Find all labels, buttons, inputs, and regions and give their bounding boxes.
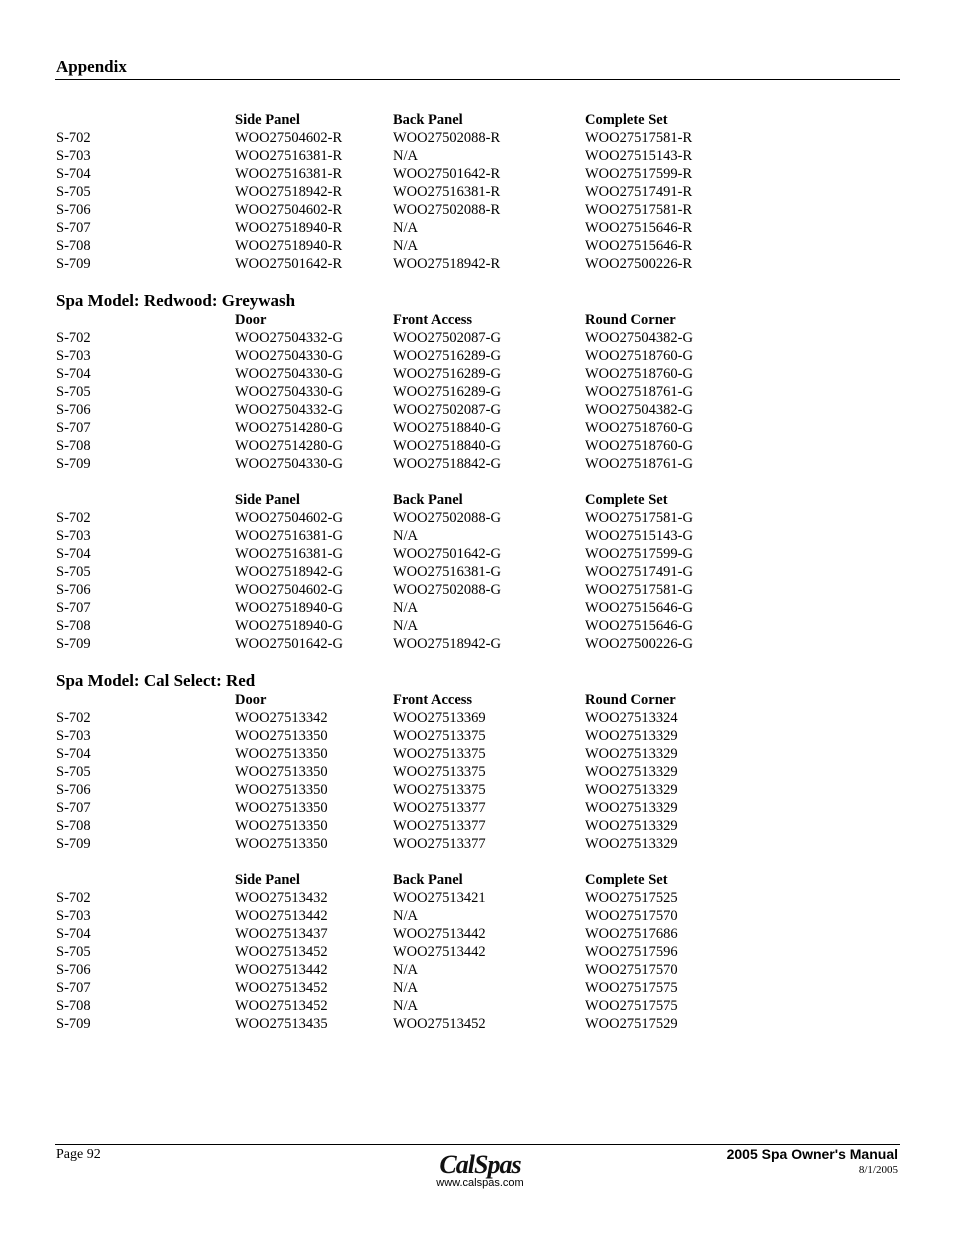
- table-header-row: [56, 111, 756, 129]
- part-number-cell: WOO27513452: [393, 1016, 486, 1032]
- model-cell: S-705: [56, 184, 91, 200]
- part-number-cell: N/A: [393, 600, 418, 616]
- model-cell: S-708: [56, 818, 91, 834]
- column-header: Back Panel: [393, 492, 463, 508]
- section-redwood-greywash: [56, 291, 756, 653]
- table-row: [56, 365, 756, 383]
- part-number-cell: WOO27516289-G: [393, 366, 501, 382]
- part-number-cell: WOO27518940-R: [235, 220, 343, 236]
- part-number-cell: WOO27504602-R: [235, 202, 343, 218]
- part-number-cell: WOO27518761-G: [585, 384, 693, 400]
- model-cell: S-705: [56, 764, 91, 780]
- part-number-cell: WOO27517529: [585, 1016, 678, 1032]
- table-header-row: [56, 491, 756, 509]
- model-cell: S-706: [56, 402, 91, 418]
- model-cell: S-708: [56, 998, 91, 1014]
- table-header-row: [56, 311, 756, 329]
- table-row: [56, 799, 756, 817]
- part-number-cell: WOO27502088-R: [393, 130, 501, 146]
- table-row: [56, 599, 756, 617]
- part-number-cell: WOO27513329: [585, 818, 678, 834]
- part-number-cell: WOO27513375: [393, 728, 486, 744]
- part-number-cell: WOO27513329: [585, 782, 678, 798]
- part-number-cell: WOO27513350: [235, 746, 328, 762]
- part-number-cell: WOO27513421: [393, 890, 486, 906]
- parts-table: [56, 111, 756, 273]
- part-number-cell: WOO27517491-G: [585, 564, 693, 580]
- table-row: [56, 745, 756, 763]
- part-number-cell: WOO27502088-R: [393, 202, 501, 218]
- column-header: Round Corner: [585, 692, 676, 708]
- table-row: [56, 509, 756, 527]
- model-cell: S-708: [56, 238, 91, 254]
- column-header: Back Panel: [393, 112, 463, 128]
- part-number-cell: WOO27500226-G: [585, 636, 693, 652]
- calspas-logo: [425, 1149, 535, 1191]
- table-row: [56, 545, 756, 563]
- part-number-cell: WOO27513437: [235, 926, 328, 942]
- table-row: [56, 237, 756, 255]
- table-row: [56, 835, 756, 853]
- column-header: Door: [235, 692, 267, 708]
- part-number-cell: WOO27515646-R: [585, 238, 693, 254]
- part-number-cell: WOO27504382-G: [585, 402, 693, 418]
- page-header-title: Appendix: [56, 57, 127, 76]
- table-spacer: [56, 853, 756, 871]
- part-number-cell: WOO27504330-G: [235, 366, 343, 382]
- part-number-cell: WOO27513452: [235, 980, 328, 996]
- table-row: [56, 581, 756, 599]
- part-number-cell: WOO27513329: [585, 764, 678, 780]
- manual-title: 2005 Spa Owner's Manual: [726, 1146, 898, 1162]
- part-number-cell: N/A: [393, 618, 418, 634]
- part-number-cell: WOO27517570: [585, 962, 678, 978]
- part-number-cell: WOO27518840-G: [393, 420, 501, 436]
- model-cell: S-708: [56, 438, 91, 454]
- part-number-cell: WOO27517686: [585, 926, 678, 942]
- part-number-cell: WOO27517581-R: [585, 130, 693, 146]
- part-number-cell: WOO27504330-G: [235, 384, 343, 400]
- section-title: Spa Model: Cal Select: Red: [56, 671, 256, 690]
- part-number-cell: WOO27504330-G: [235, 456, 343, 472]
- part-number-cell: WOO27516381-R: [235, 166, 343, 182]
- part-number-cell: WOO27513442: [235, 908, 328, 924]
- table-row: [56, 907, 756, 925]
- table-row: [56, 961, 756, 979]
- model-cell: S-705: [56, 944, 91, 960]
- table-row: [56, 925, 756, 943]
- header-divider: [55, 79, 900, 80]
- part-number-cell: WOO27516289-G: [393, 384, 501, 400]
- part-number-cell: WOO27517581-R: [585, 202, 693, 218]
- part-number-cell: WOO27513375: [393, 782, 486, 798]
- table-row: [56, 347, 756, 365]
- part-number-cell: WOO27517581-G: [585, 582, 693, 598]
- part-number-cell: N/A: [393, 908, 418, 924]
- table-row: [56, 527, 756, 545]
- part-number-cell: WOO27501642-G: [393, 546, 501, 562]
- website-url: www.calspas.com: [436, 1177, 524, 1189]
- model-cell: S-709: [56, 456, 91, 472]
- part-number-cell: WOO27500226-R: [585, 256, 693, 272]
- column-header: Side Panel: [235, 872, 300, 888]
- part-number-cell: WOO27513442: [235, 962, 328, 978]
- table-row: [56, 943, 756, 961]
- part-number-cell: WOO27517491-R: [585, 184, 693, 200]
- part-number-cell: WOO27513329: [585, 728, 678, 744]
- column-header: Complete Set: [585, 112, 668, 128]
- part-number-cell: WOO27513377: [393, 818, 486, 834]
- model-cell: S-703: [56, 908, 91, 924]
- part-number-cell: WOO27501642-R: [235, 256, 343, 272]
- part-number-cell: WOO27504602-G: [235, 510, 343, 526]
- table-row: [56, 329, 756, 347]
- part-number-cell: WOO27516381-G: [393, 564, 501, 580]
- model-cell: S-703: [56, 348, 91, 364]
- part-number-cell: WOO27515646-R: [585, 220, 693, 236]
- model-cell: S-704: [56, 546, 91, 562]
- column-header: Front Access: [393, 312, 473, 328]
- part-number-cell: WOO27517575: [585, 980, 678, 996]
- model-cell: S-703: [56, 528, 91, 544]
- part-number-cell: WOO27501642-R: [393, 166, 501, 182]
- part-number-cell: WOO27502087-G: [393, 402, 501, 418]
- part-number-cell: WOO27516381-G: [235, 528, 343, 544]
- part-number-cell: WOO27513350: [235, 728, 328, 744]
- column-header: Round Corner: [585, 312, 676, 328]
- model-cell: S-703: [56, 148, 91, 164]
- column-header: Back Panel: [393, 872, 463, 888]
- model-cell: S-704: [56, 746, 91, 762]
- table-row: [56, 147, 756, 165]
- table-row: [56, 183, 756, 201]
- section-cal-select-red: [56, 671, 756, 1033]
- table-row: [56, 419, 756, 437]
- part-number-cell: WOO27516381-R: [393, 184, 501, 200]
- part-number-cell: WOO27518760-G: [585, 420, 693, 436]
- part-number-cell: WOO27513350: [235, 782, 328, 798]
- part-number-cell: WOO27515646-G: [585, 600, 693, 616]
- model-cell: S-707: [56, 600, 91, 616]
- table-row: [56, 563, 756, 581]
- column-header: Complete Set: [585, 492, 668, 508]
- part-number-cell: WOO27513377: [393, 800, 486, 816]
- model-cell: S-707: [56, 420, 91, 436]
- section-title: Spa Model: Redwood: Greywash: [56, 291, 296, 310]
- model-cell: S-706: [56, 202, 91, 218]
- model-cell: S-705: [56, 384, 91, 400]
- model-cell: S-704: [56, 926, 91, 942]
- part-number-cell: WOO27518760-G: [585, 438, 693, 454]
- part-number-cell: WOO27513442: [393, 926, 486, 942]
- part-number-cell: WOO27518942-R: [393, 256, 501, 272]
- part-number-cell: WOO27504382-G: [585, 330, 693, 346]
- part-number-cell: N/A: [393, 980, 418, 996]
- part-number-cell: WOO27513350: [235, 764, 328, 780]
- logo-wordmark: CalSpas: [439, 1150, 521, 1179]
- part-number-cell: WOO27513375: [393, 764, 486, 780]
- part-number-cell: N/A: [393, 238, 418, 254]
- part-number-cell: WOO27504602-R: [235, 130, 343, 146]
- model-cell: S-706: [56, 782, 91, 798]
- model-cell: S-704: [56, 366, 91, 382]
- footer-divider: [55, 1144, 900, 1145]
- part-number-cell: WOO27513452: [235, 944, 328, 960]
- parts-table: [56, 691, 756, 853]
- part-number-cell: WOO27518760-G: [585, 348, 693, 364]
- column-header: Side Panel: [235, 492, 300, 508]
- manual-date: 8/1/2005: [858, 1164, 898, 1176]
- part-number-cell: WOO27513435: [235, 1016, 328, 1032]
- part-number-cell: WOO27502088-G: [393, 510, 501, 526]
- model-cell: S-702: [56, 510, 91, 526]
- part-number-cell: WOO27518840-G: [393, 438, 501, 454]
- calspas-logo-icon: [425, 1149, 535, 1179]
- part-number-cell: WOO27518760-G: [585, 366, 693, 382]
- part-number-cell: WOO27515143-R: [585, 148, 693, 164]
- column-header: Door: [235, 312, 267, 328]
- part-number-cell: WOO27517599-R: [585, 166, 693, 182]
- part-number-cell: WOO27502087-G: [393, 330, 501, 346]
- model-cell: S-702: [56, 330, 91, 346]
- model-cell: S-702: [56, 710, 91, 726]
- model-cell: S-702: [56, 890, 91, 906]
- part-number-cell: WOO27513350: [235, 818, 328, 834]
- part-number-cell: WOO27518940-G: [235, 600, 343, 616]
- part-number-cell: WOO27513350: [235, 800, 328, 816]
- part-number-cell: WOO27517570: [585, 908, 678, 924]
- column-header: Front Access: [393, 692, 473, 708]
- part-number-cell: WOO27518942-G: [393, 636, 501, 652]
- table-row: [56, 635, 756, 653]
- part-number-cell: WOO27518842-G: [393, 456, 501, 472]
- part-number-cell: N/A: [393, 148, 418, 164]
- parts-table: [56, 491, 756, 653]
- part-number-cell: WOO27513329: [585, 800, 678, 816]
- part-number-cell: WOO27518761-G: [585, 456, 693, 472]
- part-number-cell: WOO27501642-G: [235, 636, 343, 652]
- part-number-cell: WOO27502088-G: [393, 582, 501, 598]
- parts-table: [56, 311, 756, 473]
- part-number-cell: WOO27517525: [585, 890, 678, 906]
- model-cell: S-705: [56, 564, 91, 580]
- part-number-cell: WOO27513329: [585, 746, 678, 762]
- part-number-cell: WOO27515143-G: [585, 528, 693, 544]
- part-number-cell: WOO27513452: [235, 998, 328, 1014]
- table-row: [56, 219, 756, 237]
- part-number-cell: WOO27513350: [235, 836, 328, 852]
- part-number-cell: WOO27518940-R: [235, 238, 343, 254]
- part-number-cell: WOO27516381-G: [235, 546, 343, 562]
- part-number-cell: WOO27504602-G: [235, 582, 343, 598]
- part-number-cell: WOO27513329: [585, 836, 678, 852]
- part-number-cell: WOO27504330-G: [235, 348, 343, 364]
- table-row: [56, 455, 756, 473]
- section-redwood-red-continued: [56, 111, 756, 273]
- table-row: [56, 781, 756, 799]
- model-cell: S-709: [56, 636, 91, 652]
- column-header: Complete Set: [585, 872, 668, 888]
- part-number-cell: WOO27518940-G: [235, 618, 343, 634]
- table-row: [56, 383, 756, 401]
- part-number-cell: WOO27514280-G: [235, 438, 343, 454]
- part-number-cell: WOO27517596: [585, 944, 678, 960]
- table-row: [56, 709, 756, 727]
- model-cell: S-707: [56, 980, 91, 996]
- table-header-row: [56, 871, 756, 889]
- model-cell: S-707: [56, 800, 91, 816]
- part-number-cell: N/A: [393, 528, 418, 544]
- model-cell: S-704: [56, 166, 91, 182]
- model-cell: S-709: [56, 1016, 91, 1032]
- part-number-cell: WOO27513432: [235, 890, 328, 906]
- part-number-cell: N/A: [393, 220, 418, 236]
- part-number-cell: WOO27513342: [235, 710, 328, 726]
- part-number-cell: WOO27517575: [585, 998, 678, 1014]
- part-number-cell: N/A: [393, 998, 418, 1014]
- part-number-cell: WOO27513369: [393, 710, 486, 726]
- part-number-cell: WOO27516381-R: [235, 148, 343, 164]
- table-row: [56, 165, 756, 183]
- table-row: [56, 437, 756, 455]
- model-cell: S-707: [56, 220, 91, 236]
- table-row: [56, 401, 756, 419]
- part-number-cell: WOO27504332-G: [235, 330, 343, 346]
- model-cell: S-706: [56, 962, 91, 978]
- table-row: [56, 129, 756, 147]
- page-number: Page 92: [56, 1147, 101, 1162]
- model-cell: S-703: [56, 728, 91, 744]
- model-cell: S-709: [56, 256, 91, 272]
- model-cell: S-709: [56, 836, 91, 852]
- part-number-cell: WOO27513377: [393, 836, 486, 852]
- table-row: [56, 727, 756, 745]
- part-number-cell: N/A: [393, 962, 418, 978]
- part-number-cell: WOO27513324: [585, 710, 678, 726]
- part-number-cell: WOO27504332-G: [235, 402, 343, 418]
- table-header-row: [56, 691, 756, 709]
- parts-table: [56, 871, 756, 1033]
- table-row: [56, 201, 756, 219]
- table-row: [56, 817, 756, 835]
- part-number-cell: WOO27515646-G: [585, 618, 693, 634]
- part-number-cell: WOO27518942-G: [235, 564, 343, 580]
- part-number-cell: WOO27517599-G: [585, 546, 693, 562]
- table-row: [56, 1015, 756, 1033]
- part-number-cell: WOO27516289-G: [393, 348, 501, 364]
- table-row: [56, 979, 756, 997]
- table-row: [56, 255, 756, 273]
- part-number-cell: WOO27518942-R: [235, 184, 343, 200]
- part-number-cell: WOO27513375: [393, 746, 486, 762]
- part-number-cell: WOO27513442: [393, 944, 486, 960]
- table-row: [56, 617, 756, 635]
- table-spacer: [56, 473, 756, 491]
- table-row: [56, 889, 756, 907]
- model-cell: S-702: [56, 130, 91, 146]
- part-number-cell: WOO27514280-G: [235, 420, 343, 436]
- model-cell: S-706: [56, 582, 91, 598]
- table-row: [56, 763, 756, 781]
- model-cell: S-708: [56, 618, 91, 634]
- part-number-cell: WOO27517581-G: [585, 510, 693, 526]
- column-header: Side Panel: [235, 112, 300, 128]
- table-row: [56, 997, 756, 1015]
